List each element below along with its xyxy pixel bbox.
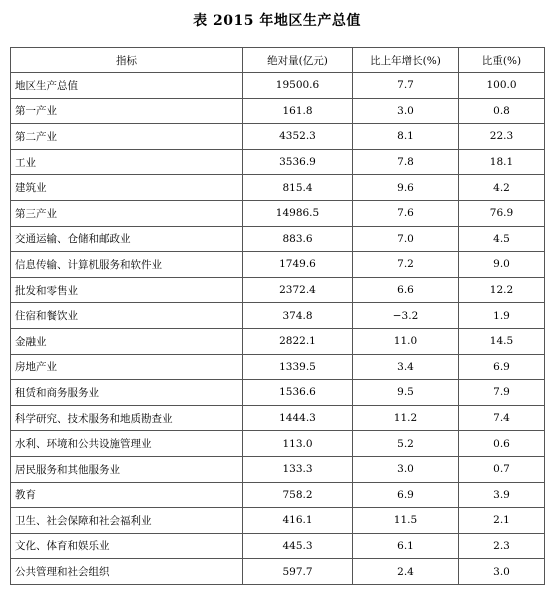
- row-growth-rate: 6.9: [353, 482, 459, 508]
- row-share: 9.0: [459, 252, 545, 278]
- row-indicator-name: 批发和零售业: [11, 277, 243, 303]
- row-indicator-name: 卫生、社会保障和社会福利业: [11, 508, 243, 534]
- row-share: 18.1: [459, 149, 545, 175]
- row-share: 14.5: [459, 328, 545, 354]
- row-share: 0.8: [459, 98, 545, 124]
- row-absolute-value: 1749.6: [243, 252, 353, 278]
- row-indicator-name: 第二产业: [11, 124, 243, 150]
- row-growth-rate: 5.2: [353, 431, 459, 457]
- row-absolute-value: 758.2: [243, 482, 353, 508]
- row-growth-rate: 11.0: [353, 328, 459, 354]
- row-share: 7.4: [459, 405, 545, 431]
- row-growth-rate: 9.5: [353, 380, 459, 406]
- row-share: 0.7: [459, 456, 545, 482]
- row-absolute-value: 815.4: [243, 175, 353, 201]
- row-indicator-name: 租赁和商务服务业: [11, 380, 243, 406]
- row-growth-rate: 7.7: [353, 73, 459, 99]
- table-row: [11, 98, 545, 124]
- row-share: 4.5: [459, 226, 545, 252]
- row-growth-rate: 7.2: [353, 252, 459, 278]
- row-growth-rate: 2.4: [353, 559, 459, 585]
- table-row: [11, 303, 545, 329]
- row-share: 1.9: [459, 303, 545, 329]
- row-share: 2.1: [459, 508, 545, 534]
- row-indicator-name: 交通运输、仓储和邮政业: [11, 226, 243, 252]
- table-row: [11, 482, 545, 508]
- row-growth-rate: 11.5: [353, 508, 459, 534]
- row-share: 0.6: [459, 431, 545, 457]
- table-row: [11, 200, 545, 226]
- row-indicator-name: 房地产业: [11, 354, 243, 380]
- table-row: [11, 226, 545, 252]
- row-absolute-value: 19500.6: [243, 73, 353, 99]
- table-row: [11, 456, 545, 482]
- table-body: [11, 73, 545, 585]
- table-row: [11, 508, 545, 534]
- row-absolute-value: 133.3: [243, 456, 353, 482]
- row-absolute-value: 1536.6: [243, 380, 353, 406]
- table-title: 表 2015 年地区生产总值: [193, 13, 361, 29]
- row-share: 100.0: [459, 73, 545, 99]
- row-indicator-name: 科学研究、技术服务和地质勘查业: [11, 405, 243, 431]
- row-growth-rate: 3.0: [353, 456, 459, 482]
- row-growth-rate: 7.6: [353, 200, 459, 226]
- row-growth-rate: 3.0: [353, 98, 459, 124]
- table-row: [11, 149, 545, 175]
- row-share: 2.3: [459, 533, 545, 559]
- row-growth-rate: 9.6: [353, 175, 459, 201]
- row-share: 76.9: [459, 200, 545, 226]
- row-absolute-value: 4352.3: [243, 124, 353, 150]
- table-row: [11, 559, 545, 585]
- row-share: 7.9: [459, 380, 545, 406]
- table-row: [11, 380, 545, 406]
- row-growth-rate: 7.8: [353, 149, 459, 175]
- table-row: [11, 533, 545, 559]
- table-row: [11, 175, 545, 201]
- row-absolute-value: 445.3: [243, 533, 353, 559]
- row-indicator-name: 居民服务和其他服务业: [11, 456, 243, 482]
- row-growth-rate: 11.2: [353, 405, 459, 431]
- row-absolute-value: 883.6: [243, 226, 353, 252]
- row-absolute-value: 597.7: [243, 559, 353, 585]
- row-absolute-value: 161.8: [243, 98, 353, 124]
- row-share: 4.2: [459, 175, 545, 201]
- row-indicator-name: 信息传输、计算机服务和软件业: [11, 252, 243, 278]
- row-indicator-name: 公共管理和社会组织: [11, 559, 243, 585]
- row-share: 3.9: [459, 482, 545, 508]
- row-share: 6.9: [459, 354, 545, 380]
- row-indicator-name: 金融业: [11, 328, 243, 354]
- row-growth-rate: 6.1: [353, 533, 459, 559]
- row-growth-rate: 3.4: [353, 354, 459, 380]
- table-row: [11, 431, 545, 457]
- row-absolute-value: 416.1: [243, 508, 353, 534]
- row-absolute-value: 2822.1: [243, 328, 353, 354]
- row-growth-rate: 8.1: [353, 124, 459, 150]
- row-indicator-name: 水利、环境和公共设施管理业: [11, 431, 243, 457]
- row-share: 12.2: [459, 277, 545, 303]
- row-absolute-value: 2372.4: [243, 277, 353, 303]
- row-indicator-name: 住宿和餐饮业: [11, 303, 243, 329]
- row-indicator-name: 教育: [11, 482, 243, 508]
- row-absolute-value: 1339.5: [243, 354, 353, 380]
- row-absolute-value: 1444.3: [243, 405, 353, 431]
- row-growth-rate: 7.0: [353, 226, 459, 252]
- row-indicator-name: 第一产业: [11, 98, 243, 124]
- row-absolute-value: 374.8: [243, 303, 353, 329]
- row-share: 3.0: [459, 559, 545, 585]
- table-row: [11, 328, 545, 354]
- header-indicator: 指标: [11, 48, 243, 73]
- table-header-row: [11, 48, 545, 73]
- row-absolute-value: 3536.9: [243, 149, 353, 175]
- row-indicator-name: 文化、体育和娱乐业: [11, 533, 243, 559]
- row-indicator-name: 地区生产总值: [11, 73, 243, 99]
- row-indicator-name: 工业: [11, 149, 243, 175]
- row-indicator-name: 建筑业: [11, 175, 243, 201]
- header-absolute-value: 绝对量(亿元): [243, 48, 353, 73]
- row-indicator-name: 第三产业: [11, 200, 243, 226]
- table-row: [11, 277, 545, 303]
- table-row: [11, 252, 545, 278]
- table-row: [11, 354, 545, 380]
- gdp-table: [10, 47, 545, 585]
- row-share: 22.3: [459, 124, 545, 150]
- table-row: [11, 405, 545, 431]
- header-growth: 比上年增长(%): [353, 48, 459, 73]
- row-growth-rate: 6.6: [353, 277, 459, 303]
- table-row: [11, 73, 545, 99]
- row-absolute-value: 14986.5: [243, 200, 353, 226]
- row-absolute-value: 113.0: [243, 431, 353, 457]
- table-row: [11, 124, 545, 150]
- row-growth-rate: −3.2: [353, 303, 459, 329]
- header-share: 比重(%): [459, 48, 545, 73]
